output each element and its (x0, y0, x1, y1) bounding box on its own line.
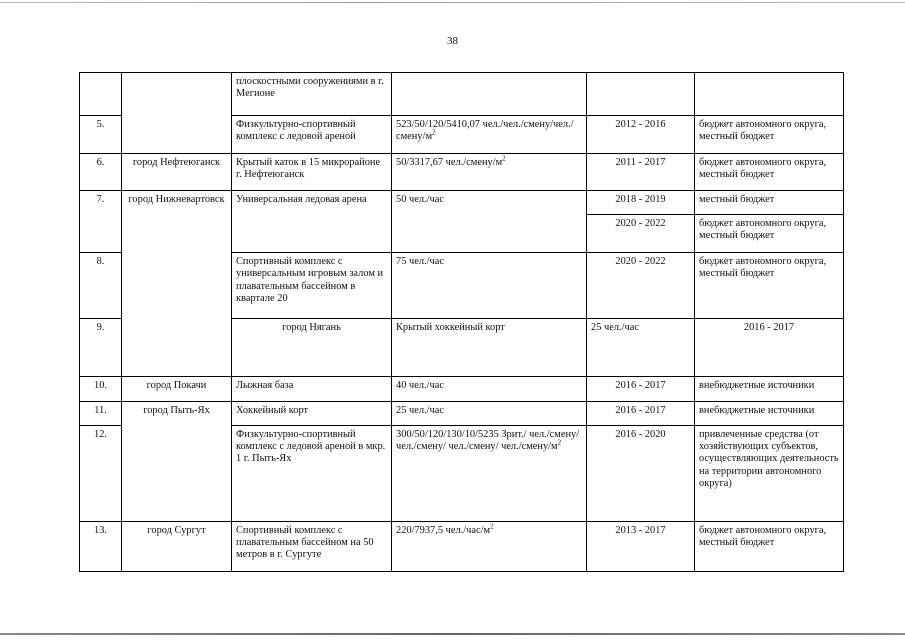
city-cell: город Нижневартовск (122, 191, 232, 377)
period: 2016 - 2017 (587, 401, 695, 425)
period: 2020 - 2022 (587, 253, 695, 319)
period: 2018 - 2019 (587, 191, 695, 215)
row-number: 9. (80, 319, 122, 377)
city-cell (122, 73, 232, 154)
period: 2016 - 2017 (695, 319, 844, 377)
row-number: 6. (80, 154, 122, 191)
object-name: Физкультурно-спортивный комплекс с ледовой ареной (232, 116, 392, 154)
capacity: 523/50/120/5410,07 $чел./чел./смену/чел./смену/м^2$ (392, 116, 587, 154)
row-number: 10. (80, 376, 122, 401)
page-number: 38 (447, 35, 458, 47)
period: 2016 - 2017 (587, 376, 695, 401)
capacity: 50/3317,67 $чел./смену/м^2$ (392, 154, 587, 191)
object-name: Физкультурно-спортивный комплекс с ледовой ареной в мкр. 1 г. Пыть-Ях (232, 425, 392, 521)
funding-source (695, 73, 844, 116)
object-name: Универсальная ледовая арена (232, 191, 392, 253)
capacity: 300/50/120/130/10/5235 Зрит./ чел./смену/ чел./смену/ чел./смену/ $чел./смену/м^2$ (392, 425, 587, 521)
capacity: 25 чел./час (587, 319, 695, 377)
object-name: Спортивный комплекс с универсальным игровым залом и плавательным бассейном в квартале 20 (232, 253, 392, 319)
row-number: 7. (80, 191, 122, 253)
funding-source: бюджет автономного округа, местный бюджет (695, 116, 844, 154)
table-row (80, 191, 844, 215)
city-cell: город Нефтеюганск (122, 154, 232, 191)
scan-edge-bottom (0, 633, 905, 635)
facilities-table (79, 72, 844, 572)
capacity: 75 чел./час (392, 253, 587, 319)
funding-source: привлеченные средства (от хозяйствующих субъектов, осуществляющих деятельность на территории автономного округа) (695, 425, 844, 521)
period: 2012 - 2016 (587, 116, 695, 154)
row-number: 12. (80, 425, 122, 521)
period: 2011 - 2017 (587, 154, 695, 191)
table-row (80, 401, 844, 425)
capacity: 220/7937,5 $чел./час/м^2$ (392, 521, 587, 571)
row-number: 8. (80, 253, 122, 319)
funding-source: внебюджетные источники (695, 376, 844, 401)
row-number (80, 73, 122, 116)
funding-source: внебюджетные источники (695, 401, 844, 425)
table-row (80, 376, 844, 401)
city-cell: город Пыть-Ях (122, 401, 232, 521)
funding-source: бюджет автономного округа, местный бюджет (695, 253, 844, 319)
period: 2016 - 2020 (587, 425, 695, 521)
table-row (80, 521, 844, 571)
scan-edge-top (0, 2, 905, 3)
city-cell: город Нягань (232, 319, 392, 377)
period: 2020 - 2022 (587, 215, 695, 253)
capacity (392, 73, 587, 116)
row-number: 5. (80, 116, 122, 154)
capacity: 50 чел./час (392, 191, 587, 253)
row-number: 13. (80, 521, 122, 571)
object-name: Спортивный комплекс с плавательным бассейном на 50 метров в г. Сургуте (232, 521, 392, 571)
table-row (80, 154, 844, 191)
object-name: Крытый хоккейный корт (392, 319, 587, 377)
object-name: Лыжная база (232, 376, 392, 401)
capacity: 25 чел./час (392, 401, 587, 425)
city-cell: город Сургут (122, 521, 232, 571)
object-name: Хоккейный корт (232, 401, 392, 425)
row-number: 11. (80, 401, 122, 425)
period (587, 73, 695, 116)
object-name: плоскостными сооружениями в г. Мегионе (232, 73, 392, 116)
city-cell: город Покачи (122, 376, 232, 401)
period: 2013 - 2017 (587, 521, 695, 571)
table-row (80, 73, 844, 116)
object-name: Крытый каток в 15 микрорайоне г. Нефтеюганск (232, 154, 392, 191)
funding-source: местный бюджет (695, 191, 844, 215)
capacity: 40 чел./час (392, 376, 587, 401)
funding-source: бюджет автономного округа, местный бюджет (695, 154, 844, 191)
funding-source: бюджет автономного округа, местный бюджет (695, 521, 844, 571)
funding-source: бюджет автономного округа, местный бюджет (695, 215, 844, 253)
